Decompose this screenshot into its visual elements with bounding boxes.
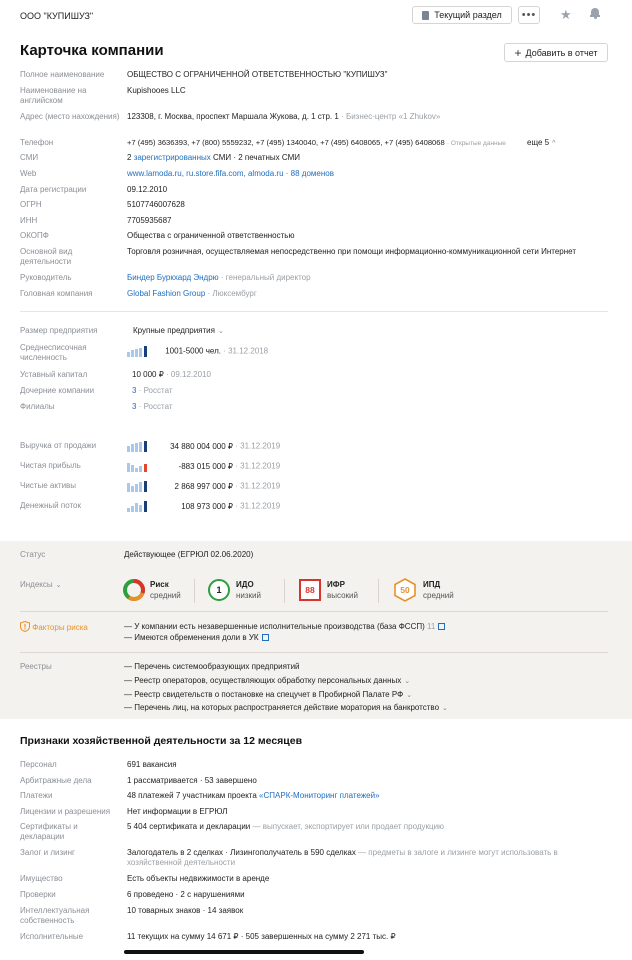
field-label: Web bbox=[20, 169, 37, 178]
activity-value: Есть объекты недвижимости в аренде bbox=[127, 874, 270, 883]
smi-registered-link[interactable]: зарегистрированных bbox=[133, 153, 211, 162]
current-section-button[interactable] bbox=[412, 6, 512, 24]
activity-value: 10 товарных знаков · 14 заявок bbox=[127, 906, 244, 915]
parent-link[interactable]: Global Fashion Group bbox=[127, 289, 206, 298]
registry-text: — Реестр операторов, осуществляющих обработку персональных данных bbox=[124, 676, 402, 685]
index-ipd[interactable] bbox=[393, 578, 454, 602]
cashflow-bar-icon bbox=[127, 501, 149, 512]
certificates-value: 5 404 сертификата и декларации bbox=[127, 822, 251, 831]
address-value: 123308, г. Москва, проспект Маршала Жукова, д. 1 стр. 1 bbox=[127, 112, 339, 121]
divider bbox=[20, 311, 608, 312]
phone-more-label: еще 5 bbox=[527, 138, 550, 147]
field-label: Чистая прибыль bbox=[20, 461, 81, 470]
smi-count: 2 bbox=[127, 153, 132, 162]
ipd-value: 50 bbox=[400, 585, 410, 595]
activity-value: 11 текущих на сумму 14 671 ₽ · 505 завершенных на сумму 2 271 тыс. ₽ bbox=[127, 932, 396, 941]
spark-monitoring-link[interactable]: «СПАРК-Мониторинг платежей» bbox=[259, 791, 380, 800]
parent-country: · Люксембург bbox=[207, 289, 257, 298]
branches-link[interactable]: 3 bbox=[132, 402, 137, 411]
field-value: Общества с ограниченной ответственностью bbox=[127, 231, 295, 240]
index-name: ИПД bbox=[423, 580, 441, 589]
index-divider bbox=[284, 579, 285, 603]
certificates-note: — выпускает, экспортирует или продает продукцию bbox=[252, 822, 445, 831]
activity-value: Нет информации в ЕГРЮЛ bbox=[127, 807, 228, 816]
plus-icon: + bbox=[514, 45, 522, 60]
status-section bbox=[0, 541, 632, 719]
external-link-icon[interactable] bbox=[262, 634, 269, 641]
activity-label: Лицензии и разрешения bbox=[20, 807, 111, 816]
field-label: Головная компания bbox=[20, 289, 93, 298]
add-to-report-button[interactable] bbox=[504, 43, 608, 62]
subsidiaries-link[interactable]: 3 bbox=[132, 386, 137, 395]
field-value bbox=[127, 346, 268, 357]
chevron-down-icon: ⌄ bbox=[404, 678, 411, 685]
field-value: Торговля розничная, осуществляемая непосредственно при помощи информационно-коммуникационной сети Интернет bbox=[127, 247, 577, 256]
bell-icon[interactable] bbox=[590, 8, 600, 19]
index-level: высокий bbox=[327, 591, 358, 600]
index-level: средний bbox=[150, 591, 181, 600]
index-divider bbox=[378, 579, 379, 603]
smi-rest: СМИ · 2 печатных СМИ bbox=[213, 153, 300, 162]
head-link[interactable]: Биндер Буркхард Эндрю bbox=[127, 273, 219, 282]
registry-text: — Перечень лиц, на которых распространяется действие моратория на банкротство bbox=[124, 703, 440, 712]
registry-text: — Реестр свидетельств о постановке на спецучет в Пробирной Палате РФ bbox=[124, 690, 404, 699]
field-label: Уставный капитал bbox=[20, 370, 88, 379]
status-label: Статус bbox=[20, 550, 46, 559]
registry-item bbox=[124, 662, 300, 672]
index-name: ИДО bbox=[236, 580, 254, 589]
activity-value: 6 проведено · 2 с нарушениями bbox=[127, 890, 245, 899]
revenue-date: · 31.12.2019 bbox=[235, 441, 281, 451]
chevron-up-icon: ^ bbox=[552, 140, 556, 147]
activity-label: Персонал bbox=[20, 760, 57, 769]
phone-source: · Открытые данные bbox=[446, 140, 506, 147]
profit-value: -883 015 000 ₽ bbox=[178, 461, 233, 471]
pledge-value: Залогодатель в 2 сделках · Лизингополучатель в 590 сделках bbox=[127, 848, 356, 857]
risk-item bbox=[124, 633, 269, 643]
field-value bbox=[127, 112, 440, 122]
field-value: 7705935687 bbox=[127, 216, 172, 225]
top-bar bbox=[0, 0, 632, 30]
revenue-value: 34 880 004 000 ₽ bbox=[170, 441, 233, 451]
index-divider bbox=[194, 579, 195, 603]
field-value bbox=[127, 169, 334, 179]
profit-date: · 31.12.2019 bbox=[235, 461, 281, 471]
field-value bbox=[127, 461, 280, 472]
activity-label: Имущество bbox=[20, 874, 63, 883]
more-button[interactable]: ••• bbox=[518, 6, 540, 24]
activity-label: Арбитражные дела bbox=[20, 776, 92, 785]
staff-date: · 31.12.2018 bbox=[223, 346, 269, 356]
chevron-down-icon: ⌄ bbox=[55, 582, 62, 589]
star-icon[interactable]: ★ bbox=[560, 7, 572, 22]
status-value: Действующее (ЕГРЮЛ 02.06.2020) bbox=[124, 550, 254, 559]
activity-value bbox=[127, 848, 567, 868]
chevron-down-icon: ⌄ bbox=[217, 328, 224, 335]
registry-item[interactable] bbox=[124, 676, 410, 687]
index-name: Риск bbox=[150, 580, 169, 589]
risk-item-count: 11 bbox=[427, 622, 436, 631]
web-link[interactable]: almoda.ru bbox=[247, 169, 284, 178]
domains-link[interactable]: · 88 доменов bbox=[285, 169, 334, 178]
field-label: ОГРН bbox=[20, 200, 42, 209]
divider bbox=[20, 611, 608, 612]
field-value bbox=[127, 289, 257, 299]
staff-bar-icon bbox=[127, 346, 149, 357]
risk-factors-label[interactable] bbox=[20, 621, 88, 633]
ipd-hex-badge bbox=[393, 578, 417, 602]
shield-warning-icon bbox=[20, 621, 30, 632]
activity-label: Залог и лизинг bbox=[20, 848, 75, 857]
risk-item-text: — Имеются обременения доли в УК bbox=[124, 633, 259, 642]
field-value bbox=[127, 273, 311, 283]
index-level: средний bbox=[423, 591, 454, 600]
activity-label: Платежи bbox=[20, 791, 53, 800]
activity-value: 1 рассматривается · 53 завершено bbox=[127, 776, 257, 785]
field-label: Среднесписочная численность bbox=[20, 343, 87, 362]
field-value: 5107746007628 bbox=[127, 200, 185, 209]
field-label: Чистые активы bbox=[20, 481, 77, 490]
ido-badge: 1 bbox=[208, 579, 230, 601]
field-value bbox=[127, 501, 280, 512]
field-label: ОКОПФ bbox=[20, 231, 49, 240]
field-label: ИНН bbox=[20, 216, 38, 225]
field-label: Телефон bbox=[20, 138, 54, 147]
activity-label: Исполнительные bbox=[20, 932, 84, 941]
document-icon bbox=[422, 11, 429, 20]
field-label: Размер предприятия bbox=[20, 326, 98, 335]
field-label: Адрес (место нахождения) bbox=[20, 112, 120, 121]
indices-label-text: Индексы bbox=[20, 580, 53, 589]
home-indicator bbox=[124, 950, 364, 954]
phone-value: +7 (495) 3636393, +7 (800) 5559232, +7 (495) 1340040, +7 (495) 6408065, +7 (495) 6408068 bbox=[127, 138, 445, 147]
field-label: Дочерние компании bbox=[20, 386, 95, 395]
registries-label: Реестры bbox=[20, 662, 52, 671]
assets-bar-icon bbox=[127, 481, 149, 492]
activity-title: Признаки хозяйственной деятельности за 12 месяцев bbox=[20, 735, 303, 747]
divider bbox=[20, 652, 608, 653]
field-value bbox=[127, 153, 300, 163]
index-ifr[interactable] bbox=[299, 579, 358, 601]
activity-value: 691 вакансия bbox=[127, 760, 177, 769]
field-label: Дата регистрации bbox=[20, 185, 87, 194]
pledge-note: — предметы в залоге и лизинге могут использовать в хозяйственной деятельности bbox=[127, 848, 558, 867]
indices-label[interactable] bbox=[20, 580, 120, 591]
enterprise-size-dropdown[interactable] bbox=[133, 326, 224, 337]
risk-item bbox=[124, 622, 445, 632]
assets-date: · 31.12.2019 bbox=[235, 481, 281, 491]
activity-value bbox=[127, 791, 380, 801]
field-label: Выручка от продажи bbox=[20, 441, 97, 450]
field-value: Kupishooes LLC bbox=[127, 86, 186, 95]
chevron-down-icon: ⌄ bbox=[442, 705, 448, 712]
field-label: Наименование на английском bbox=[20, 86, 87, 105]
web-link[interactable]: www.lamoda.ru, bbox=[127, 169, 184, 178]
enterprise-size-value: Крупные предприятия bbox=[133, 326, 215, 335]
field-value bbox=[132, 402, 173, 412]
activity-value bbox=[127, 822, 444, 832]
profit-bar-icon bbox=[127, 461, 149, 472]
field-value: ОБЩЕСТВО С ОГРАНИЧЕННОЙ ОТВЕТСТВЕННОСТЬЮ "КУПИШУЗ" bbox=[127, 70, 388, 79]
activity-label: Интеллектуальная собственность bbox=[20, 906, 90, 925]
registry-item[interactable] bbox=[124, 690, 412, 701]
field-label: Руководитель bbox=[20, 273, 72, 282]
field-value bbox=[127, 138, 506, 149]
index-level: низкий bbox=[236, 591, 261, 600]
current-section-label: Текущий раздел bbox=[434, 10, 502, 20]
risk-factors-text: Факторы риска bbox=[32, 623, 88, 632]
payments-value: 48 платежей 7 участникам проекта bbox=[127, 791, 257, 800]
head-role: · генеральный директор bbox=[220, 273, 311, 282]
activity-label: Сертификаты и декларации bbox=[20, 822, 78, 841]
activity-label: Проверки bbox=[20, 890, 56, 899]
registry-text: — Перечень системообразующих предприятий bbox=[124, 662, 300, 671]
assets-value: 2 868 997 000 ₽ bbox=[174, 481, 233, 491]
page-title: Карточка компании bbox=[20, 42, 164, 59]
risk-item-text: — У компании есть незавершенные исполнительные производства (база ФССП) bbox=[124, 622, 425, 631]
index-ido[interactable] bbox=[208, 579, 261, 601]
phone-more-link[interactable] bbox=[527, 138, 555, 149]
capital-date: · 09.12.2010 bbox=[166, 370, 211, 379]
index-name: ИФР bbox=[327, 580, 345, 589]
cashflow-date: · 31.12.2019 bbox=[235, 501, 281, 511]
field-label: Основной вид деятельности bbox=[20, 247, 73, 266]
registry-item[interactable] bbox=[124, 703, 448, 714]
external-link-icon[interactable] bbox=[438, 623, 445, 630]
address-extra: · Бизнес-центр «1 Zhukov» bbox=[341, 112, 441, 121]
revenue-bar-icon bbox=[127, 441, 149, 452]
field-label: Филиалы bbox=[20, 402, 55, 411]
company-short-name: ООО "КУПИШУЗ" bbox=[20, 11, 94, 21]
staff-value: 1001-5000 чел. bbox=[165, 346, 221, 356]
field-value bbox=[132, 370, 211, 380]
subsidiaries-source: · Росстат bbox=[138, 386, 173, 395]
ifr-badge: 88 bbox=[299, 579, 321, 601]
field-label: Полное наименование bbox=[20, 70, 105, 79]
risk-pie-icon bbox=[123, 579, 145, 601]
field-value bbox=[127, 441, 280, 452]
capital-value: 10 000 ₽ bbox=[132, 370, 164, 379]
field-label: Денежный поток bbox=[20, 501, 81, 510]
index-risk[interactable] bbox=[123, 579, 181, 601]
field-value bbox=[127, 481, 280, 492]
field-label: СМИ bbox=[20, 153, 39, 162]
cashflow-value: 108 973 000 ₽ bbox=[181, 501, 233, 511]
field-value bbox=[132, 386, 173, 396]
branches-source: · Росстат bbox=[138, 402, 173, 411]
add-to-report-label: Добавить в отчет bbox=[525, 47, 598, 58]
chevron-down-icon: ⌄ bbox=[406, 692, 413, 699]
web-link[interactable]: ru.store.fifa.com, bbox=[186, 169, 246, 178]
field-value: 09.12.2010 bbox=[127, 185, 168, 194]
